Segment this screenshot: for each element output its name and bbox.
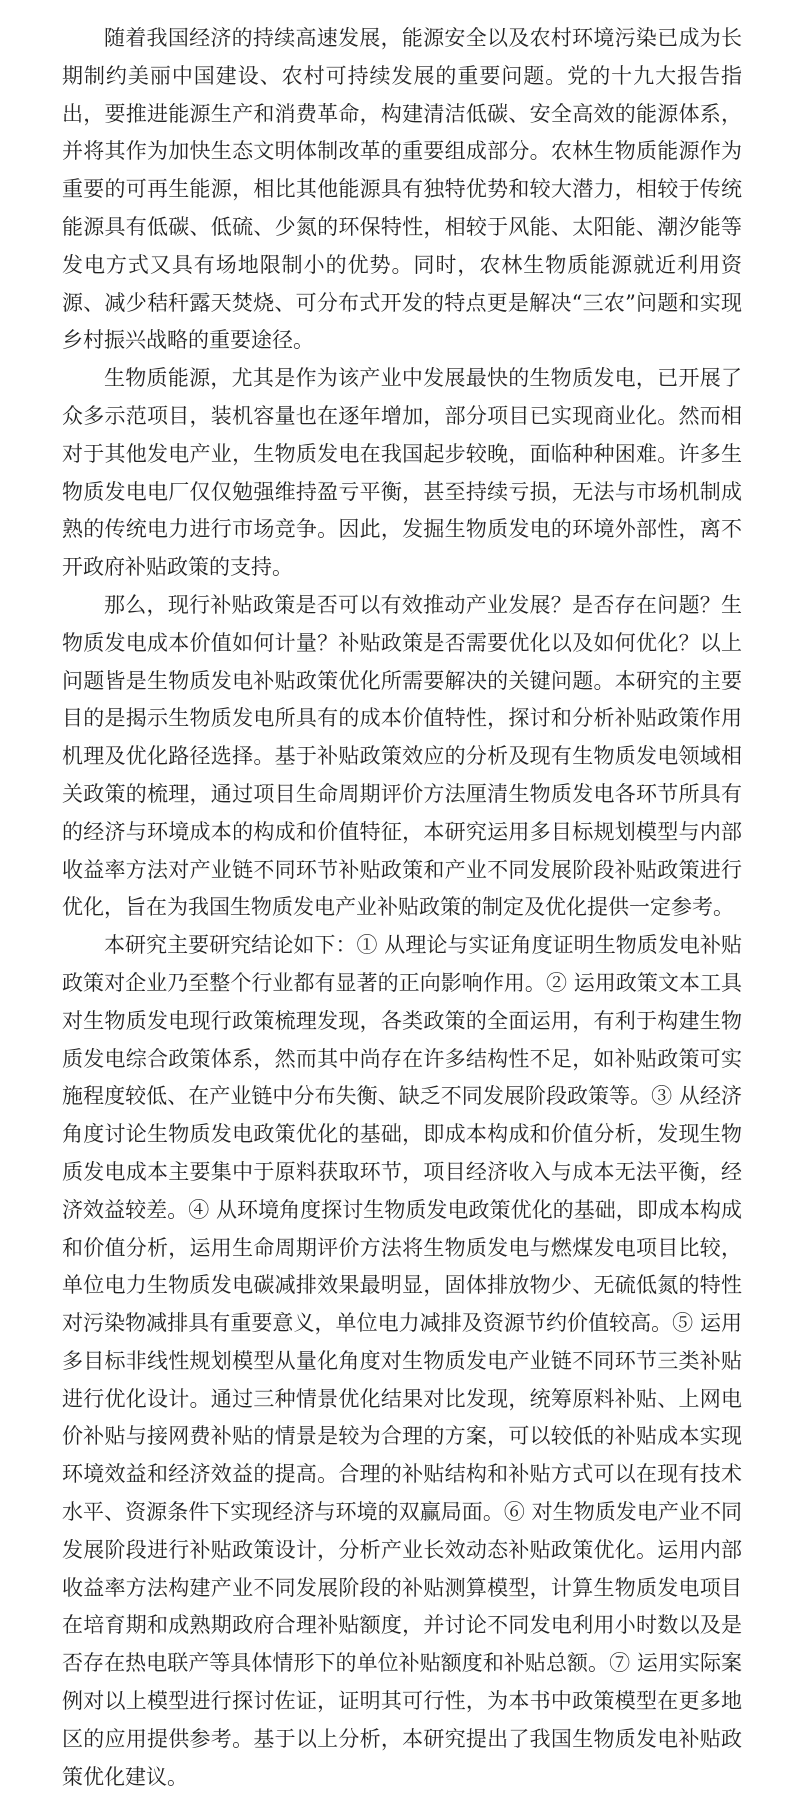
paragraph-biomass-power-status: 生物质能源，尤其是作为该产业中发展最快的生物质发电，已开展了众多示范项目，装机容量也在逐年增加，部分项目已实现商业化。然而相对于其他发电产业，生物质发电在我国起步较晚，面临种种困难。许多生物质发电电厂仅仅勉强维持盈亏平衡，甚至持续亏损，无法与市场机制成熟的传统电力进行市场竞争。因此，发掘生物质发电的环境外部性，离不开政府补贴政策的支持。: [62, 366, 742, 580]
paragraph-intro-background: 随着我国经济的持续高速发展，能源安全以及农村环境污染已成为长期制约美丽中国建设、农村可持续发展的重要问题。党的十九大报告指出，要推进能源生产和消费革命，构建清洁低碳、安全高效的能源体系，并将其作为加快生态文明体制改革的重要组成部分。农林生物质能源作为重要的可再生能源，相比其他能源具有独特优势和较大潜力，相较于传统能源具有低碳、低硫、少氮的环保特性，相较于风能、太阳能、潮汐能等发电方式又具有场地限制小的优势。同时，农林生物质能源就近利用资源、减少秸秆露天焚烧、可分布式开发的特点更是解决“三农”问题和实现乡村振兴战略的重要途径。: [62, 26, 742, 353]
paragraph-research-questions: 那么，现行补贴政策是否可以有效推动产业发展？是否存在问题？生物质发电成本价值如何计量？补贴政策是否需要优化以及如何优化？以上问题皆是生物质发电补贴政策优化所需要解决的关键问题。本研究的主要目的是揭示生物质发电所具有的成本价值特性，探讨和分析补贴政策作用机理及优化路径选择。基于补贴政策效应的分析及现有生物质发电领域相关政策的梳理，通过项目生命周期评价方法厘清生物质发电各环节所具有的经济与环境成本的构成和价值特征，本研究运用多目标规划模型与内部收益率方法对产业链不同环节补贴政策和产业不同发展阶段补贴政策进行优化，旨在为我国生物质发电产业补贴政策的制定及优化提供一定参考。: [62, 592, 742, 920]
paragraph-research-conclusions: 本研究主要研究结论如下：① 从理论与实证角度证明生物质发电补贴政策对企业乃至整个行业都有显著的正向影响作用。② 运用政策文本工具对生物质发电现行政策梳理发现，各类政策的全面运用，有利于构建生物质发电综合政策体系，然而其中尚存在许多结构性不足，如补贴政策可实施程度较低、在产业链中分布失衡、缺乏不同发展阶段政策等。③ 从经济角度讨论生物质发电政策优化的基础，即成本构成和价值分析，发现生物质发电成本主要集中于原料获取环节，项目经济收入与成本无法平衡，经济效益较差。④ 从环境角度探讨生物质发电政策优化的基础，即成本构成和价值分析，运用生命周期评价方法将生物质发电与燃煤发电项目比较，单位电力生物质发电碳减排效果最明显，固体排放物少、无硫低氮的特性对污染物减排具有重要意义，单位电力减排及资源节约价值较高。⑤ 运用多目标非线性规划模型从量化角度对生物质发电产业链不同环节三类补贴进行优化设计。通过三种情景优化结果对比发现，统筹原料补贴、上网电价补贴与接网费补贴的情景是较为合理的方案，可以较低的补贴成本实现环境效益和经济效益的提高。合理的补贴结构和补贴方式可以在现有技术水平、资源条件下实现经济与环境的双赢局面。⑥ 对生物质发电产业不同发展阶段进行补贴政策设计，分析产业长效动态补贴政策优化。运用内部收益率方法构建产业不同发展阶段的补贴测算模型，计算生物质发电项目在培育期和成熟期政府合理补贴额度，并讨论不同发电利用小时数以及是否存在热电联产等具体情形下的单位补贴额度和补贴总额。⑦ 运用实际案例对以上模型进行探讨佐证，证明其可行性，为本书中政策模型在更多地区的应用提供参考。基于以上分析，本研究提出了我国生物质发电补贴政策优化建议。: [62, 933, 742, 1789]
